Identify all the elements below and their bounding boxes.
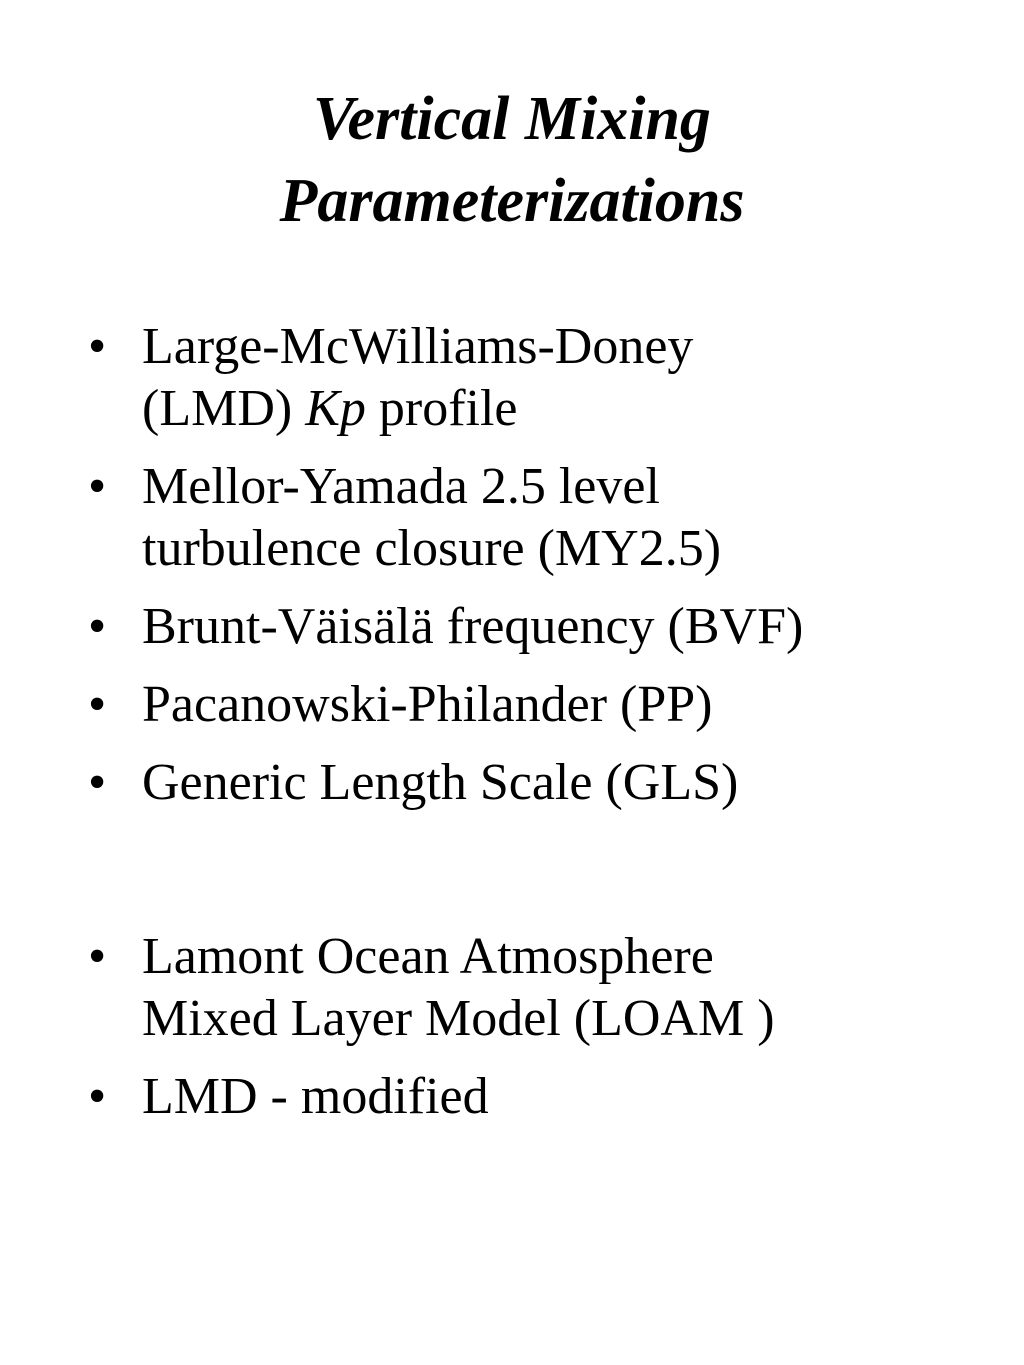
bullet-text-italic: Kp <box>305 380 366 437</box>
bullet-icon: • <box>88 676 107 733</box>
bullet-list-secondary <box>88 926 988 1144</box>
slide-title-line-2: Parameterizations <box>279 167 745 235</box>
bullet-text-suffix: profile <box>365 380 518 437</box>
bullet-item-gls <box>88 752 988 814</box>
bullet-item-bvf <box>88 596 988 658</box>
bullet-icon: • <box>88 1068 107 1125</box>
bullet-item-lmd-modified <box>88 1066 988 1128</box>
bullet-icon: • <box>88 598 107 655</box>
bullet-text-line-1: Brunt-Väisälä frequency (BVF) <box>142 598 804 655</box>
bullet-item-lmd <box>88 316 988 440</box>
bullet-icon: • <box>88 928 107 985</box>
bullet-icon: • <box>88 318 107 375</box>
bullet-text-line-1: Pacanowski-Philander (PP) <box>142 676 713 733</box>
slide-title-line-1: Vertical Mixing <box>313 85 711 153</box>
bullet-text-line-1: LMD - modified <box>142 1068 489 1125</box>
bullet-icon: • <box>88 458 107 515</box>
bullet-item-pp <box>88 674 988 736</box>
bullet-text-line-1: Lamont Ocean Atmosphere <box>142 928 714 985</box>
bullet-text-line-1: Generic Length Scale (GLS) <box>142 754 739 811</box>
bullet-list-primary <box>88 316 988 830</box>
bullet-text-line-2 <box>142 378 988 440</box>
bullet-text-line-1: Large-McWilliams-Doney <box>142 318 694 375</box>
bullet-text-line-2: Mixed Layer Model (LOAM ) <box>142 990 775 1047</box>
bullet-item-loam <box>88 926 988 1050</box>
bullet-text-line-1: Mellor-Yamada 2.5 level <box>142 458 660 515</box>
bullet-icon: • <box>88 754 107 811</box>
slide-title <box>0 78 1024 242</box>
bullet-text-line-2: turbulence closure (MY2.5) <box>142 520 722 577</box>
bullet-text-prefix: (LMD) <box>142 380 306 437</box>
bullet-item-my25 <box>88 456 988 580</box>
